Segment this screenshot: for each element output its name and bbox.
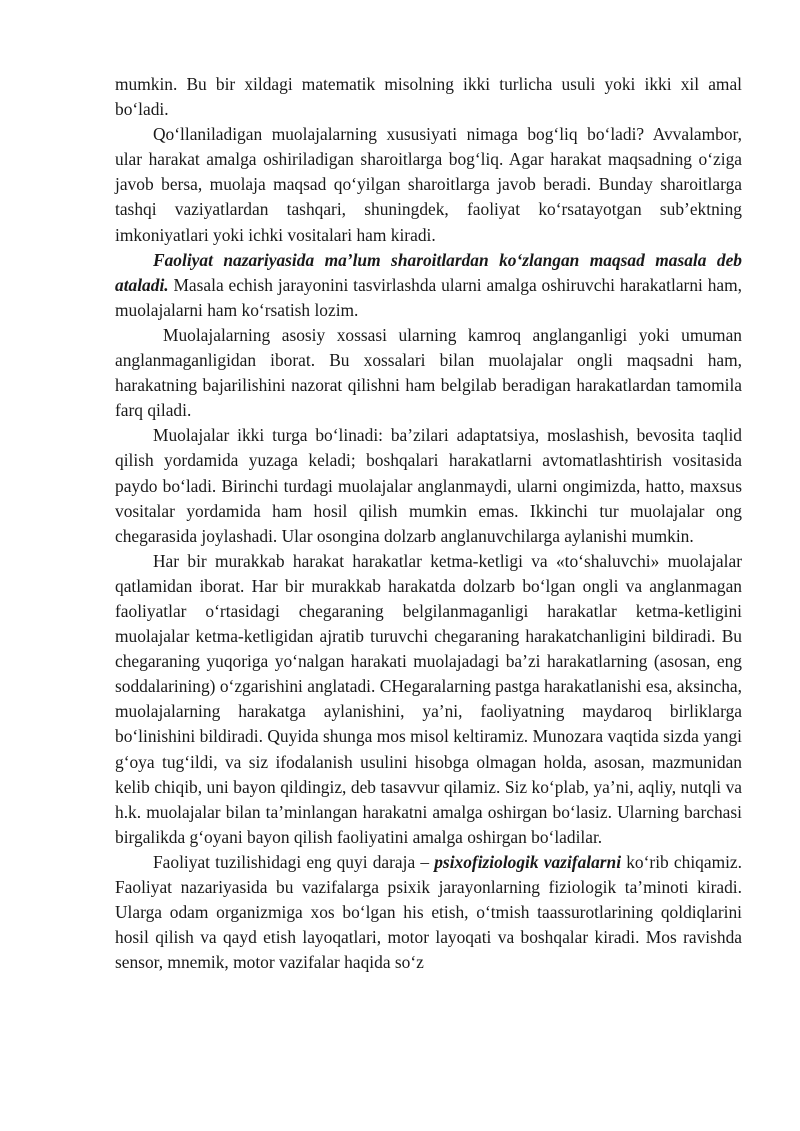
paragraph-text: Masala echish jarayonini tasvirlashda ularni amalga oshiruvchi harakatlarni ham, muolajalarni ham ko‘rsatish lozim. [115,274,742,320]
paragraph-6 [115,549,742,850]
paragraph-1 [115,72,742,122]
paragraph-text: ko‘rib chiqamiz. Faoliyat nazariyasida bu vazifalarga psixik jarayonlarning fiziologik ta’minoti kiradi. Ularga odam organizmiga xos bo‘lgan his etish, o‘tmish taassurotlarining qoldiqlarini hosil qilish va qayd etish layoqatlari, motor layoqati va boshqalar kiradi. Mos ravishda sensor, mnemik, motor vazifalar haqida so‘z [115,851,742,973]
document-page [115,72,742,975]
definition-emphasis: Faoliyat nazariyasida ma’lum sharoitlardan ko‘zlangan maqsad masala deb ataladi. [115,249,742,295]
paragraph-text: mumkin. Bu bir xildagi matematik misolning ikki turlicha usuli yoki ikki xil amal bo‘ladi. [115,74,742,120]
term-emphasis: psixofiziologik vazifalarni [434,851,622,872]
paragraph-text: Muolajalarning asosiy xossasi ularning kamroq anglanganligi yoki umuman anglanmaganligidan iborat. Bu xossalari bilan muolajalar ongli maqsadni ham, harakatning bajarilishini nazorat qilishni ham belgilab beradigan harakatlardan tamomila farq qiladi. [115,324,742,421]
paragraph-4 [115,323,742,423]
paragraph-text: Har bir murakkab harakat harakatlar ketma-ketligi va «to‘shaluvchi» muolajalar qatlamidan iborat. Har bir murakkab harakatda dolzarb bo‘lgan ongli va anglanmagan faoliyatlar o‘rtasidagi chegaraning belgilanmaganligi harakatlar ketma-ketligini muolajalar ketma-ketligidan ajratib turuvchi chegaraning harakatchanligini bildiradi. Bu chegaraning yuqoriga yo‘nalgan harakati muolajadagi ba’zi harakatlarning (asosan, eng soddalarining) o‘zgarishini anglatadi. CHegaralarning pastga harakatlanishi esa, aksincha, muolajalarning harakatga aylanishini, ya’ni, faoliyatning maydaroq birliklarga bo‘linishini bildiradi. Quyida shunga mos misol keltiramiz. Munozara vaqtida sizda yangi g‘oya tug‘ildi, va siz ifodalanish usulini hisobga olmagan holda, asosan, mazmunidan kelib chiqib, uni bayon qildingiz, deb tasavvur qilamiz. Siz ko‘plab, ya’ni, aqliy, nutqli va h.k. muolajalar bilan ta’minlangan harakatni amalga oshirgan bo‘lasiz. Ularning barchasi birgalikda g‘oyani bayon qilish faoliyatini amalga oshirgan bo‘ladilar. [115,550,742,847]
paragraph-text: Qo‘llaniladigan muolajalarning xususiyati nimaga bog‘liq bo‘ladi? Avvalambor, ular harakat amalga oshiriladigan sharoitlarga bog‘liq. Agar harakat maqsadning o‘ziga javob bersa, muolaja maqsad qo‘yilgan sharoitlarga javob beradi. Bunday sharoitlarga tashqi vaziyatlardan tashqari, shuningdek, faoliyat ko‘rsatayotgan sub’ektning imkoniyatlari yoki ichki vositalari ham kiradi. [115,124,742,245]
paragraph-text: Faoliyat tuzilishidagi eng quyi daraja – [153,851,435,872]
paragraph-2 [115,122,742,247]
paragraph-5 [115,423,742,548]
paragraph-7 [115,850,742,975]
paragraph-3 [115,248,742,323]
paragraph-text: Muolajalar ikki turga bo‘linadi: ba’zilari adaptatsiya, moslashish, bevosita taqlid qilish yordamida yuzaga keladi; boshqalari harakatlarni avtomatlashtirish vositasida paydo bo‘ladi. Birinchi turdagi muolajalar anglanmaydi, ularni ongimizda, hatto, maxsus vositalar yordamida ham hosil qilish mumkin emas. Ikkinchi tur muolajalar ong chegarasida joylashadi. Ular osongina dolzarb anglanuvchilarga aylanishi mumkin. [115,425,742,546]
